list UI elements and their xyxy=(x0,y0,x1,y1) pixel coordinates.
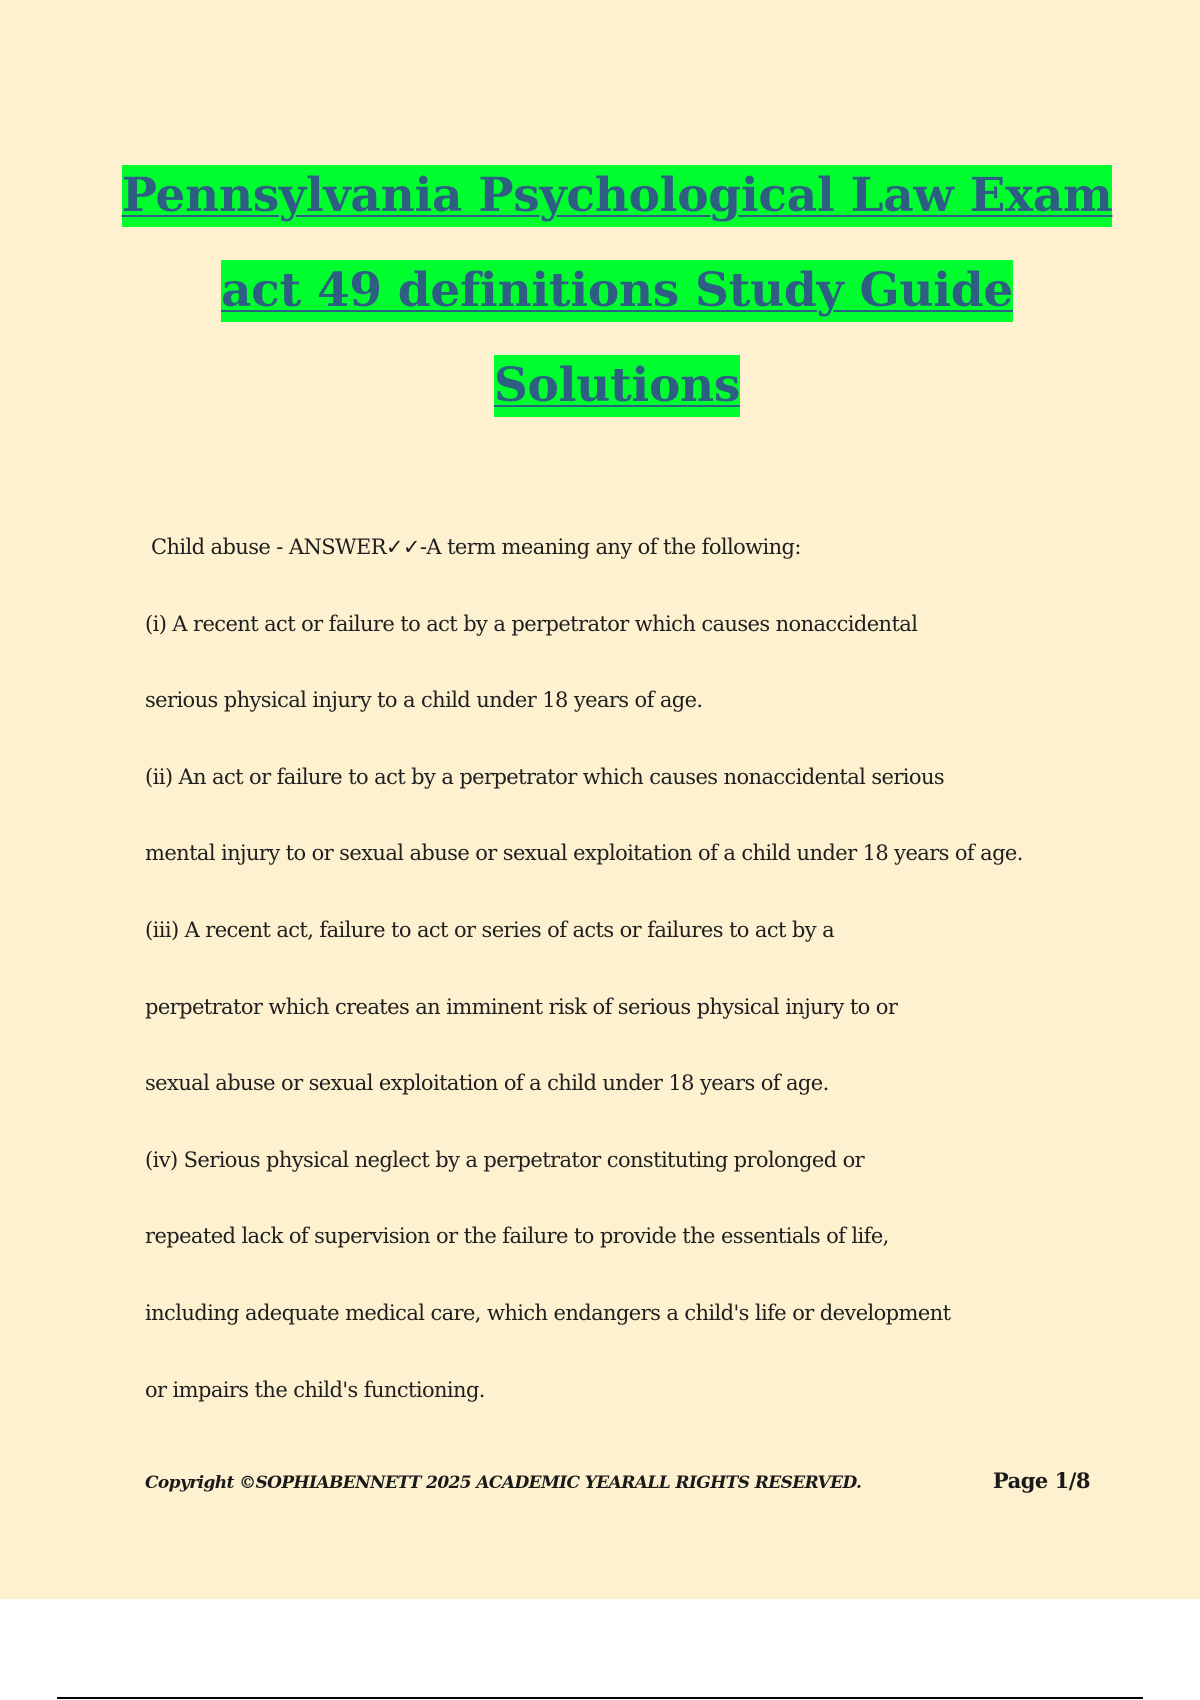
body-line: serious physical injury to a child under 18 years of age. xyxy=(145,688,703,713)
body-line: repeated lack of supervision or the failure to provide the essentials of life, xyxy=(145,1224,889,1249)
body-line: (iii) A recent act, failure to act or series of acts or failures to act by a xyxy=(145,917,835,942)
title-line-2: act 49 definitions Study Guide xyxy=(221,260,1013,322)
document-title xyxy=(0,165,1200,450)
body-line: or impairs the child's functioning. xyxy=(145,1377,485,1402)
body-line: mental injury to or sexual abuse or sexual exploitation of a child under 18 years of age. xyxy=(145,841,1023,866)
body-line: (i) A recent act or failure to act by a perpetrator which causes nonaccidental xyxy=(145,611,918,636)
page-footer xyxy=(145,1468,1090,1493)
body-line: sexual abuse or sexual exploitation of a child under 18 years of age. xyxy=(145,1071,829,1096)
title-line-3: Solutions xyxy=(494,355,740,417)
page-number: Page 1/8 xyxy=(992,1468,1090,1493)
body-line: (iv) Serious physical neglect by a perpetrator constituting prolonged or xyxy=(145,1147,865,1172)
body-line: (ii) An act or failure to act by a perpetrator which causes nonaccidental serious xyxy=(145,764,945,789)
document-body xyxy=(145,523,1085,1442)
copyright-notice: Copyright ©SOPHIABENNETT 2025 ACADEMIC YEARALL RIGHTS RESERVED. xyxy=(145,1473,862,1493)
body-line: including adequate medical care, which endangers a child's life or development xyxy=(145,1300,951,1325)
title-line-1: Pennsylvania Psychological Law Exam xyxy=(122,165,1113,227)
body-line: Child abuse - ANSWER✓✓-A term meaning any of the following: xyxy=(151,535,801,559)
body-line: perpetrator which creates an imminent risk of serious physical injury to or xyxy=(145,994,898,1019)
bottom-divider xyxy=(57,1697,1143,1699)
